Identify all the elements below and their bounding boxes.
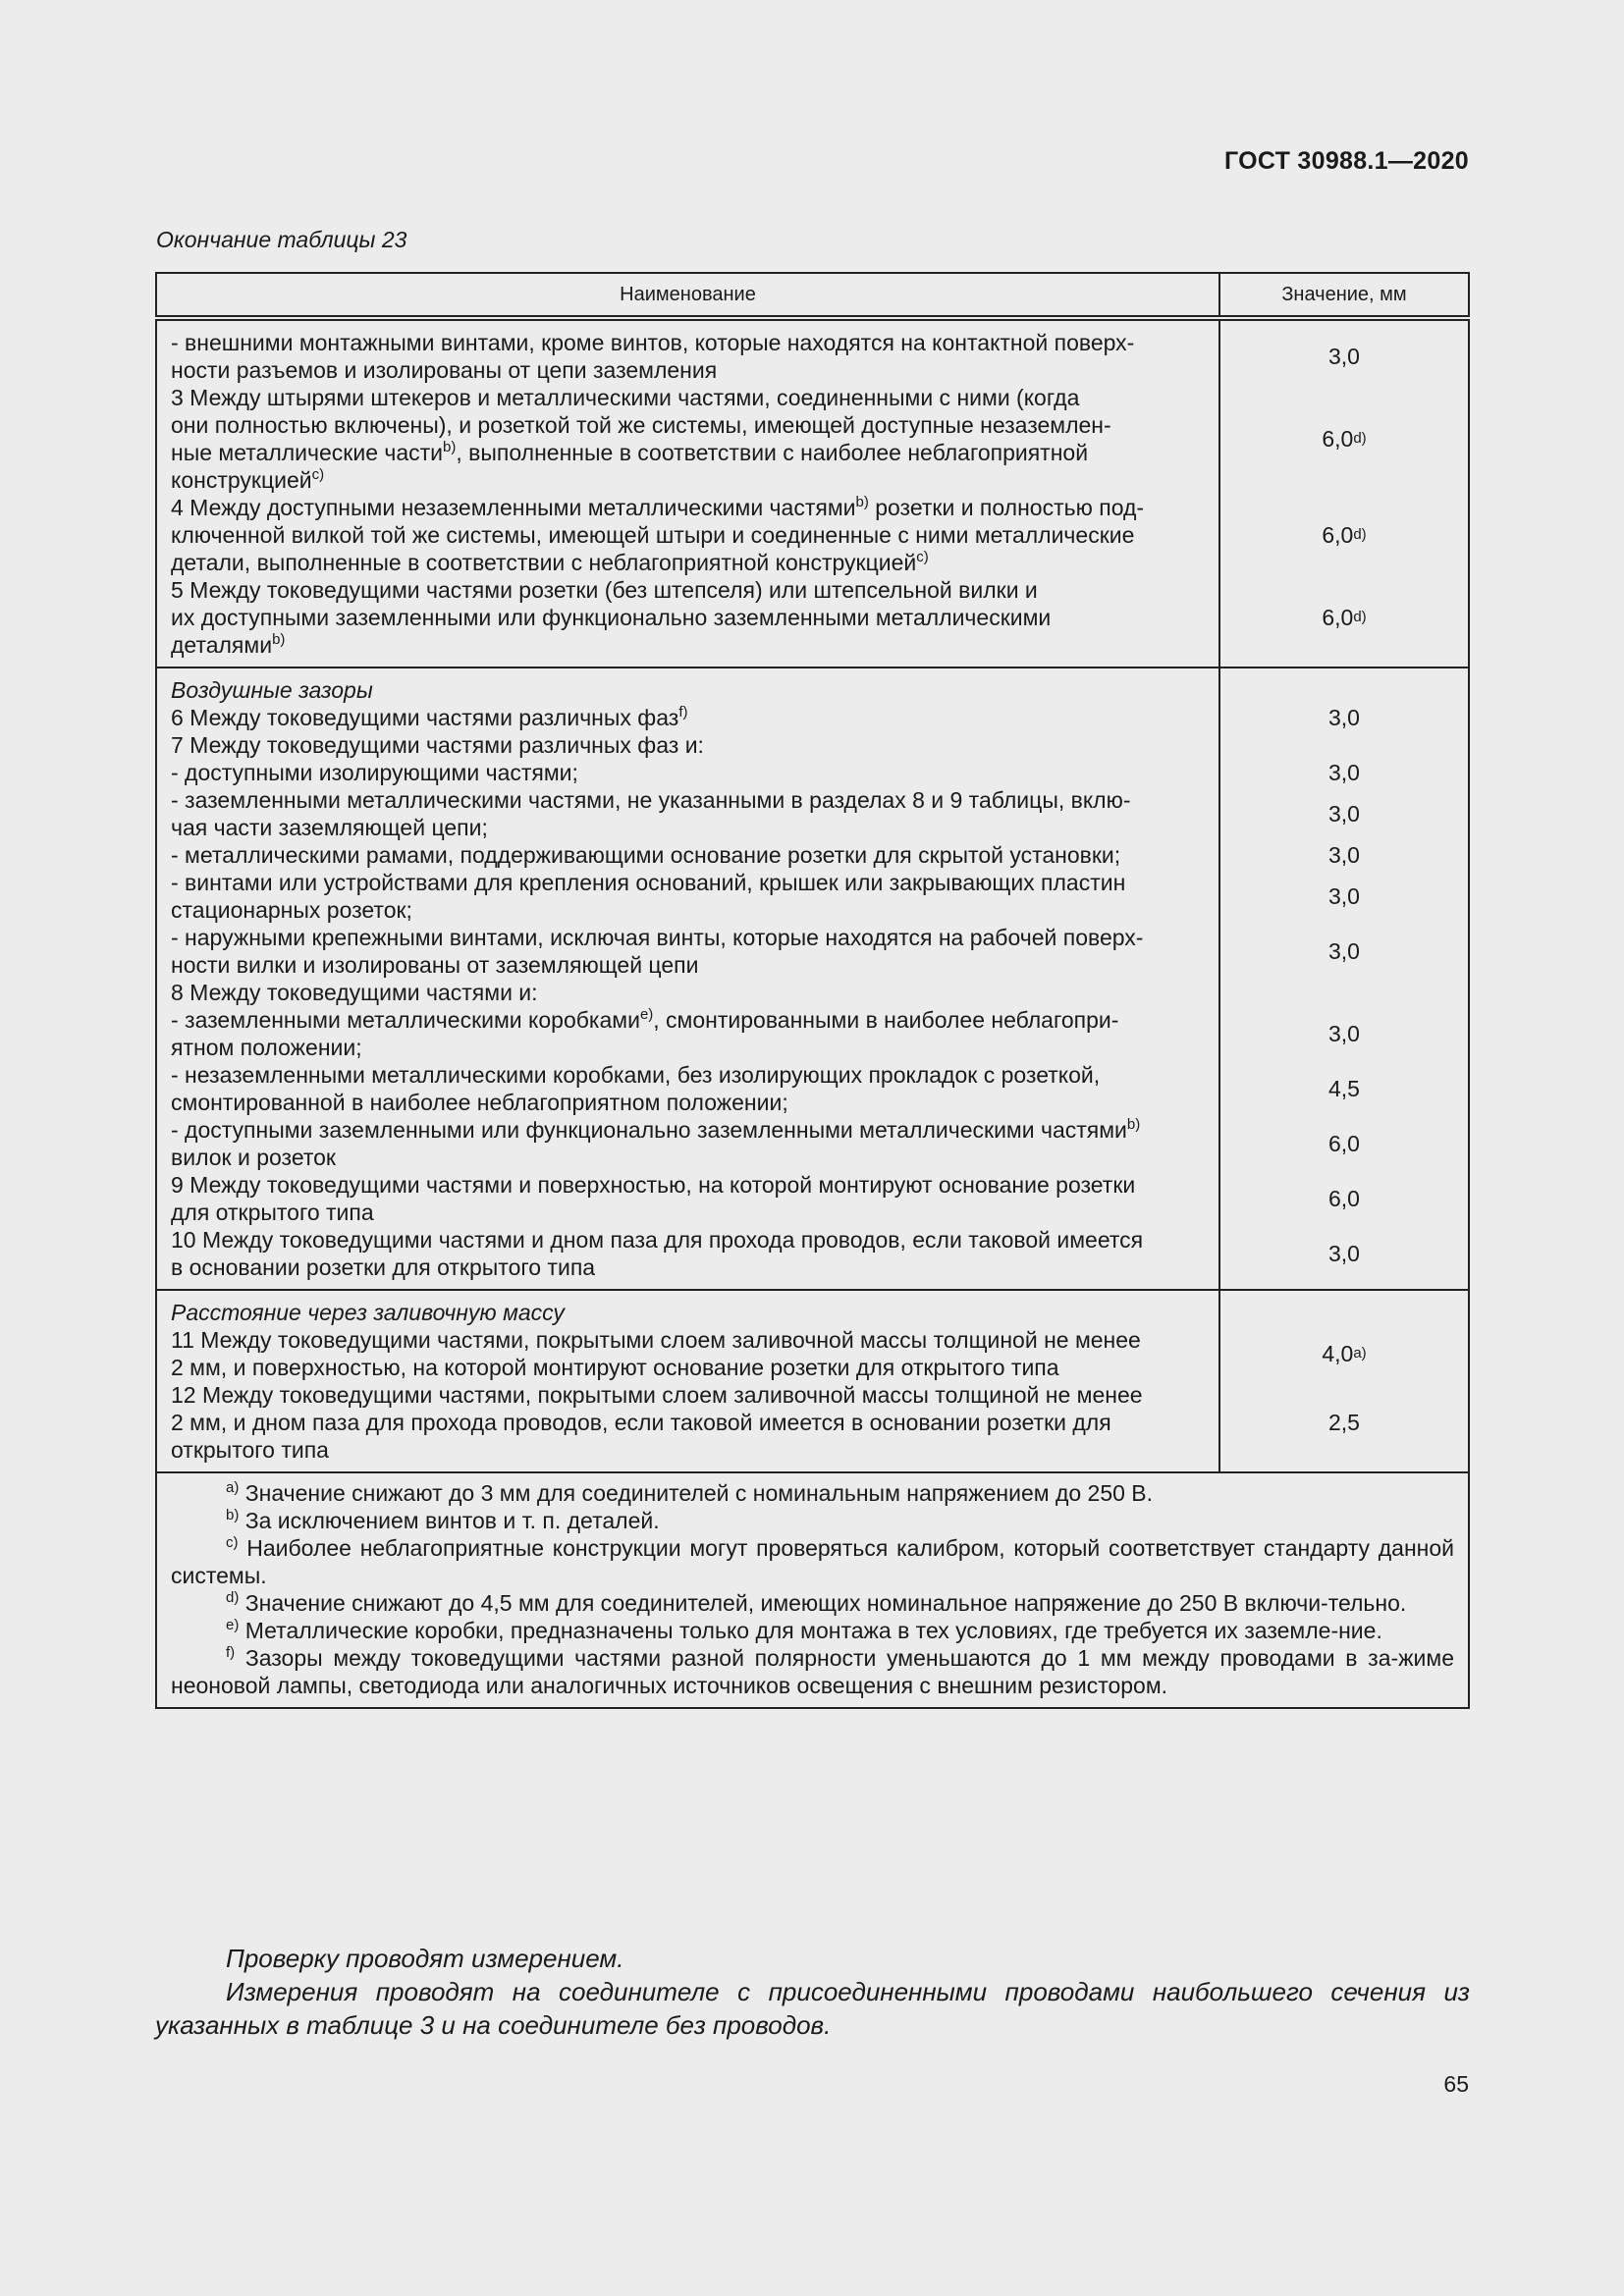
page-number: 65 <box>1443 2071 1469 2097</box>
table-row-item: 6 Между токоведущими частями различных фаз$^{f)}$ <box>171 704 688 730</box>
footnote-text: Зазоры между токоведущими частями разной полярности уменьшаются до 1 мм между проводами в за-жиме неоновой лампы, светодиода или аналогичных источников освещения с внешним резистором. <box>171 1645 1454 1698</box>
value-cell: 3,0 <box>1328 842 1360 868</box>
footnote-text: Металлические коробки, предназначены только для монтажа в тех условиях, где требуется их заземле-ние. <box>239 1618 1382 1643</box>
footnote <box>171 1644 1454 1699</box>
table-group-1 <box>156 318 1469 667</box>
table-row-item: - заземленными металлическими частями, не указанными в разделах 8 и 9 таблицы, вклю- чая части заземляющей цепи; <box>171 787 1131 840</box>
table-row-item: - доступными изолирующими частями; <box>171 760 578 785</box>
footnote <box>171 1534 1454 1589</box>
table-row-item: 11 Между токоведущими частями, покрытыми слоем заливочной массы толщиной не менее 2 мм, и поверхностью, на которой монтируют основание розетки для открытого типа <box>171 1327 1141 1380</box>
footnote <box>171 1589 1454 1617</box>
footnote-text: За исключением винтов и т. п. деталей. <box>239 1508 660 1533</box>
value-cell: 3,0 <box>1328 1021 1360 1046</box>
table-row-item: - наружными крепежными винтами, исключая винты, которые находятся на рабочей поверх- ности вилки и изолированы от заземляющей цепи <box>171 925 1144 978</box>
value-cell: 3,0 <box>1328 938 1360 964</box>
table-caption: Окончание таблицы 23 <box>156 227 407 252</box>
footnote-mark: d) <box>226 1589 240 1606</box>
footnote-mark: a) <box>226 1479 240 1496</box>
table-row-item: - металлическими рамами, поддерживающими основание розетки для скрытой установки; <box>171 842 1121 868</box>
value-cell: 6,0 d) <box>1322 605 1367 630</box>
value-cell: 6,0 <box>1328 1186 1360 1211</box>
value-cell: 3,0 <box>1328 801 1360 827</box>
value-cell: 3,0 <box>1328 760 1360 785</box>
value-cell: 3,0 <box>1328 344 1360 369</box>
table-row-item: - незаземленными металлическими коробками, без изолирующих прокладок с розеткой, смонтированной в наиболее неблагоприятном положении; <box>171 1062 1101 1115</box>
footnote <box>171 1507 1454 1534</box>
value-cell: 3,0 <box>1328 1241 1360 1266</box>
table-row-item: - доступными заземленными или функционально заземленными металлическими частями$^{b)}$ вилок и розеток <box>171 1116 1141 1170</box>
table-row-item-3: 3 Между штырями штекеров и металлическими частями, соединенными с ними (когда они полностью включены), и розеткой той же системы, имеющей доступные незаземлен- ные металлические части$^{b)}$, выполненные в соответствии с наиболее неблагоприятной конструкцией$^{c)}$ <box>171 385 1111 493</box>
table-row-item: 12 Между токоведущими частями, покрытыми слоем заливочной массы толщиной не менее 2 мм, и дном паза для прохода проводов, если таковой имеется в основании розетки для открытого типа <box>171 1382 1143 1463</box>
table-row-item: - винтами или устройствами для крепления оснований, крышек или закрывающих пластин стационарных розеток; <box>171 870 1126 923</box>
table-row-item: 10 Между токоведущими частями и дном паза для прохода проводов, если таковой имеется в основании розетки для открытого типа <box>171 1227 1144 1280</box>
value-cell: 6,0 d) <box>1322 426 1367 452</box>
value-cell: 3,0 <box>1328 705 1360 730</box>
table-row-item: - заземленными металлическими коробками$^{e)}$, смонтированными в наиболее неблагопри- ятном положении; <box>171 1006 1119 1060</box>
group-heading: Расстояние через заливочную массу <box>171 1300 565 1325</box>
footnote-mark: e) <box>226 1617 240 1633</box>
table-row-item-4: 4 Между доступными незаземленными металлическими частями$^{b)}$ розетки и полностью под- ключенной вилкой той же системы, имеющей штыри и соединенные с ними металлические детали, выполненные в соответствии с неблагоприятной конструкцией$^{c)}$ <box>171 494 1145 575</box>
value-cell: 6,0 <box>1328 1131 1360 1156</box>
column-header-name: Наименование <box>156 273 1219 318</box>
table-23 <box>155 272 1470 1709</box>
table-row-item: 8 Между токоведущими частями и: <box>171 980 538 1005</box>
table-row-item: - внешними монтажными винтами, кроме винтов, которые находятся на контактной поверх- ности разъемов и изолированы от цепи заземления <box>171 330 1135 383</box>
table-row-item: 7 Между токоведущими частями различных фаз и: <box>171 732 704 758</box>
group-heading: Воздушные зазоры <box>171 677 373 703</box>
value-cell: 4,5 <box>1328 1076 1360 1101</box>
value-cell: 6,0 d) <box>1322 522 1367 548</box>
footnote-text: Значение снижают до 4,5 мм для соединителей, имеющих номинальное напряжение до 250 В включи-тельно. <box>239 1590 1407 1616</box>
footnote <box>171 1479 1454 1507</box>
closing-paragraph-1: Проверку проводят измерением. <box>226 1944 624 1973</box>
footnote <box>171 1617 1454 1644</box>
closing-text <box>155 1942 1470 2042</box>
table-footnotes <box>156 1472 1469 1708</box>
document-code: ГОСТ 30988.1—2020 <box>1223 147 1469 175</box>
column-header-value: Значение, мм <box>1219 273 1469 318</box>
table-row-item: 9 Между токоведущими частями и поверхностью, на которой монтируют основание розетки для открытого типа <box>171 1172 1136 1225</box>
footnote-mark: b) <box>226 1507 240 1523</box>
footnote-mark: f) <box>226 1644 236 1661</box>
table-group-potting <box>156 1290 1469 1472</box>
value-cell: 3,0 <box>1328 883 1360 909</box>
value-cell: 2,5 <box>1328 1410 1360 1435</box>
table-group-air-gaps <box>156 667 1469 1290</box>
footnote-text: Наиболее неблагоприятные конструкции могут проверяться калибром, который соответствует стандарту данной системы. <box>171 1535 1454 1588</box>
value-cell: 4,0 a) <box>1322 1341 1367 1366</box>
footnote-mark: c) <box>226 1534 239 1551</box>
closing-paragraph-2: Измерения проводят на соединителе с присоединенными проводами наибольшего сечения из указанных в таблице 3 и на соединителе без проводов. <box>155 1977 1470 2040</box>
table-row-item-5: 5 Между токоведущими частями розетки (без штепселя) или штепсельной вилки и их доступными заземленными или функционально заземленными металлическими деталями$^{b)}$ <box>171 577 1052 658</box>
footnote-text: Значение снижают до 3 мм для соединителей с номинальным напряжением до 250 В. <box>239 1480 1154 1506</box>
